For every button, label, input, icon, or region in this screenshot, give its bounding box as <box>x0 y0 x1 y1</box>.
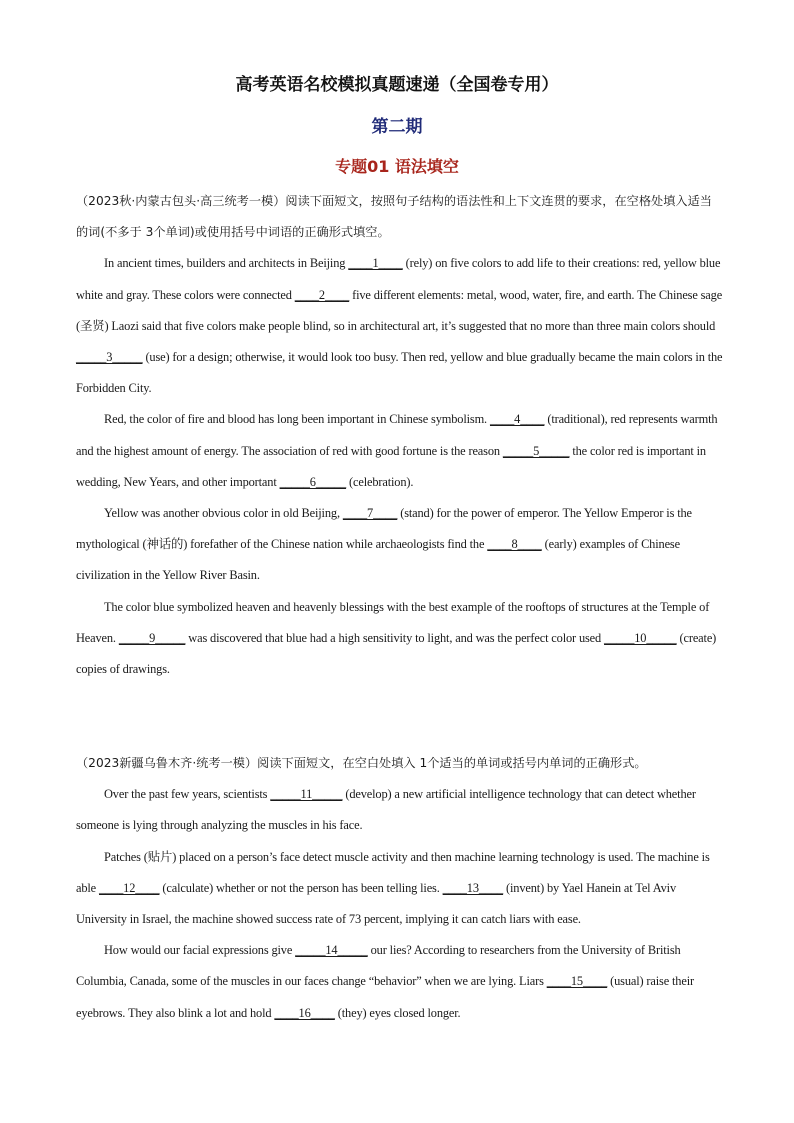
passage-text: (develop) a new artificial intelligence technology that can detect whether someone is lying through analyzing the muscles in his face. <box>76 787 696 833</box>
answer-blank[interactable]: _____6_____ <box>279 474 347 489</box>
answer-blank[interactable]: ____4____ <box>489 412 545 427</box>
answer-blank[interactable]: _____14_____ <box>295 943 368 958</box>
passage-body <box>76 779 724 1029</box>
passage-paragraph <box>76 779 724 841</box>
passage-text: In ancient times, builders and architects in Beijing <box>104 256 349 271</box>
passage-paragraph <box>76 592 724 686</box>
passage-text: (usual) raise their eyebrows. They also blink a lot and hold <box>76 974 694 1020</box>
topic-heading: 专题01 语法填空 <box>335 157 459 176</box>
answer-blank[interactable]: ____7____ <box>342 506 398 521</box>
passage-paragraph <box>76 935 724 1029</box>
answer-blank[interactable]: ____8____ <box>487 537 542 552</box>
section-instructions: （2023秋·内蒙古包头·高三统考一模）阅读下面短文，按照句子结构的语法性和上下文连贯的要求，在空格处填入适当的词(不多于 3个单词)或使用括号中词语的正确形式填空。 <box>76 194 712 240</box>
passage-text: the color red is important in wedding, New Years, and other important <box>76 443 706 489</box>
passage-text: (they) eyes closed longer. <box>334 1005 461 1020</box>
issue-heading: 第二期 <box>371 117 423 137</box>
passage-text: our lies? According to researchers from the University of British Columbia, Canada, some of the muscles in our faces change “behavior” when we are lying. Liars <box>76 943 681 989</box>
answer-blank[interactable]: ____2____ <box>294 287 350 302</box>
answer-blank[interactable]: _____9_____ <box>118 630 186 645</box>
passage-text: Over the past few years, scientists <box>104 787 271 802</box>
passage-text: (calculate) whether or not the person has been telling lies. <box>159 880 443 895</box>
answer-blank[interactable]: ____1____ <box>348 256 403 271</box>
passage-text: was discovered that blue had a high sensitivity to light, and was the perfect color used <box>185 630 605 645</box>
answer-blank[interactable]: _____3_____ <box>76 350 143 365</box>
passage-text: (create) copies of drawings. <box>76 630 717 677</box>
passage-text: (traditional), red represents warmth and the highest amount of energy. The association of red with good fortune is the reason <box>76 412 718 458</box>
passage-body <box>76 248 724 685</box>
passage-text: (celebration). <box>346 474 414 489</box>
passage-paragraph <box>76 498 724 592</box>
answer-blank[interactable]: ____12____ <box>99 880 160 895</box>
passage-text: The color blue symbolized heaven and heavenly blessings with the best example of the rooftops of structures at the Temple of Heaven. <box>76 599 710 645</box>
passage-text: Red, the color of fire and blood has long been important in Chinese symbolism. <box>104 412 490 427</box>
page-title: 高考英语名校模拟真题速递（全国卷专用） <box>235 75 559 95</box>
answer-blank[interactable]: _____10_____ <box>604 630 677 645</box>
passage-text: Yellow was another obvious color in old Beijing, <box>104 506 343 521</box>
passage-text: (early) examples of Chinese civilization in the Yellow River Basin. <box>76 537 680 583</box>
answer-blank[interactable]: ____15____ <box>546 974 608 989</box>
passage-text: Patches (贴片) placed on a person’s face detect muscle activity and then machine learning technology is used. The machine is able <box>76 849 710 895</box>
passage-paragraph <box>76 404 724 498</box>
answer-blank[interactable]: _____5_____ <box>502 443 570 458</box>
exercise-section-1 <box>76 186 724 685</box>
passage-text: How would our facial expressions give <box>104 943 296 958</box>
passage-text: (stand) for the power of emperor. The Yellow Emperor is the mythological (神话的) forefather of the Chinese nation while archaeologists find the <box>76 506 692 552</box>
passage-text: (use) for a design; otherwise, it would look too busy. Then red, yellow and blue gradually became the main colors in the Forbidden City. <box>76 350 723 396</box>
passage-paragraph <box>76 248 724 404</box>
passage-text: (rely) on five colors to add life to their creations: red, yellow blue white and gray. These colors were connected <box>76 256 721 302</box>
passage-paragraph <box>76 842 724 936</box>
section-instructions: （2023新疆乌鲁木齐·统考一模）阅读下面短文，在空白处填入 1个适当的单词或括号内单词的正确形式。 <box>76 756 647 770</box>
answer-blank[interactable]: ____13____ <box>442 880 504 895</box>
answer-blank[interactable]: _____11_____ <box>270 787 343 802</box>
answer-blank[interactable]: ____16____ <box>274 1005 335 1020</box>
exercise-section-2 <box>76 748 724 1029</box>
passage-text: five different elements: metal, wood, water, fire, and earth. The Chinese sage (圣贤) Laozi said that five colors make people blind, so in architectural art, it’s suggested that no more than three main colors should <box>76 287 723 333</box>
passage-text: (invent) by Yael Hanein at Tel Aviv University in Israel, the machine showed success rate of 73 percent, implying it can catch liars with ease. <box>76 880 676 927</box>
